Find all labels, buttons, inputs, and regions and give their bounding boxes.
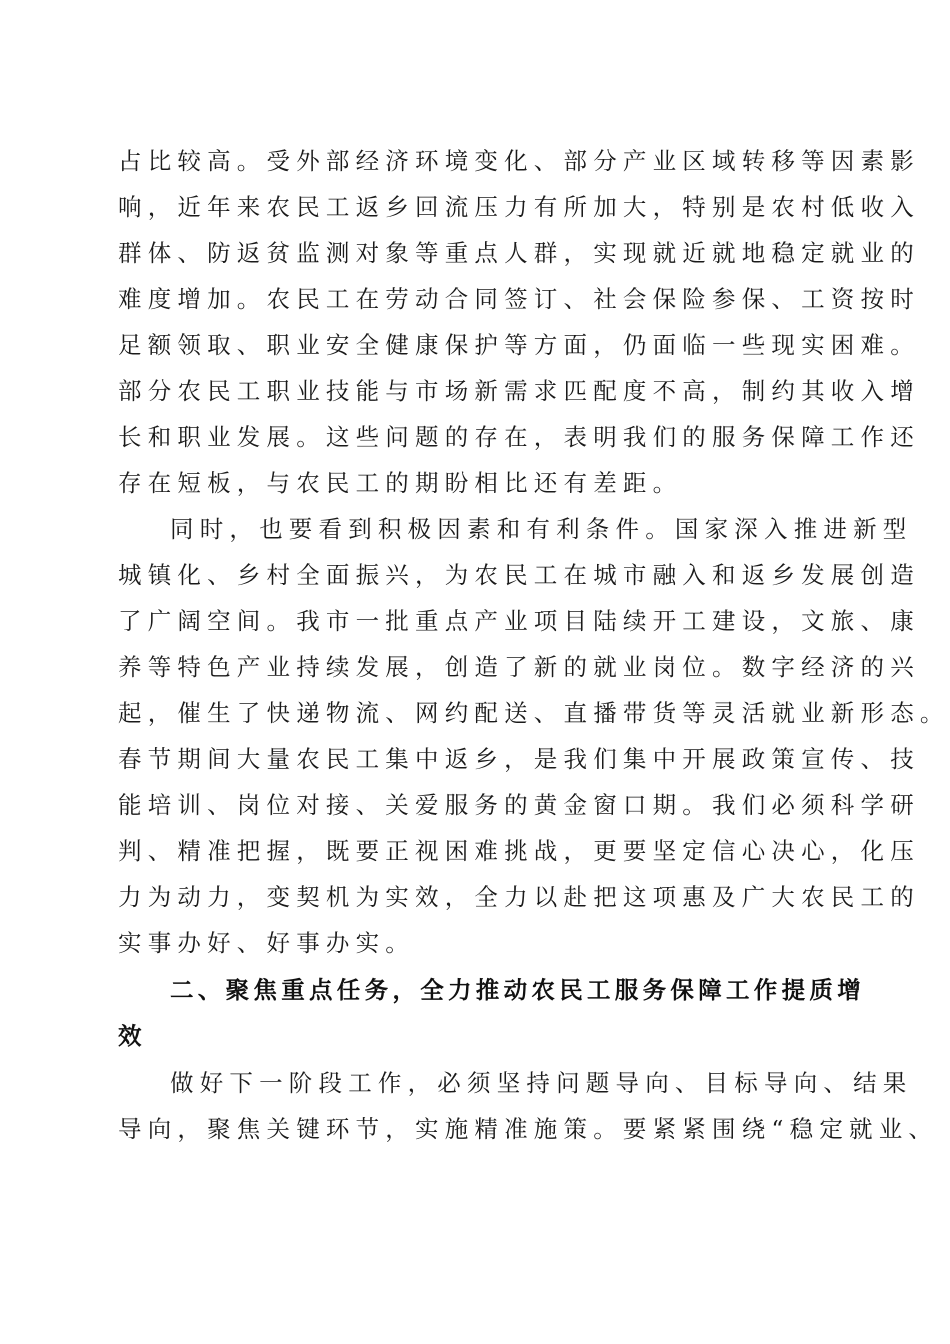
paragraph-2-line-1: 同时，也要看到积极因素和有利条件。国家深入推进新型 [170,515,913,543]
paragraph-1-line-3: 群体、防返贫监测对象等重点人群，实现就近就地稳定就业的 [118,239,920,267]
paragraph-1-line-8: 存在短板，与农民工的期盼相比还有差距。 [118,469,683,497]
paragraph-1-line-4: 难度增加。农民工在劳动合同签订、社会保险参保、工资按时 [118,285,920,313]
paragraph-2-line-8: 判、精准把握，既要正视困难挑战，更要坚定信心决心，化压 [118,837,920,865]
section-heading-line-1: 二、聚焦重点任务，全力推动农民工服务保障工作提质增 [170,976,865,1004]
paragraph-2-line-5: 起，催生了快递物流、网约配送、直播带货等灵活就业新形态。 [118,699,950,727]
paragraph-1-line-7: 长和职业发展。这些问题的存在，表明我们的服务保障工作还 [118,423,920,451]
paragraph-3-line-2: 导向，聚焦关键环节，实施精准施策。要紧紧围绕“稳定就业、 [118,1115,939,1143]
paragraph-2-line-6: 春节期间大量农民工集中返乡，是我们集中开展政策宣传、技 [118,745,920,773]
paragraph-2-line-4: 养等特色产业持续发展，创造了新的就业岗位。数字经济的兴 [118,653,920,681]
paragraph-1-line-5: 足额领取、职业安全健康保护等方面，仍面临一些现实困难。 [118,331,920,359]
section-heading-line-2: 效 [118,1022,146,1050]
paragraph-2-line-2: 城镇化、乡村全面振兴，为农民工在城市融入和返乡发展创造 [118,561,920,589]
paragraph-2-line-9: 力为动力，变契机为实效，全力以赴把这项惠及广大农民工的 [118,883,920,911]
paragraph-1-line-1: 占比较高。受外部经济环境变化、部分产业区域转移等因素影 [118,147,920,175]
paragraph-2-line-3: 了广阔空间。我市一批重点产业项目陆续开工建设，文旅、康 [118,607,920,635]
paragraph-2-line-7: 能培训、岗位对接、关爱服务的黄金窗口期。我们必须科学研 [118,791,920,819]
paragraph-3-line-1: 做好下一阶段工作，必须坚持问题导向、目标导向、结果 [170,1069,913,1097]
paragraph-2-line-10: 实事办好、好事办实。 [118,929,415,957]
paragraph-1-line-6: 部分农民工职业技能与市场新需求匹配度不高，制约其收入增 [118,377,920,405]
paragraph-1-line-2: 响，近年来农民工返乡回流压力有所加大，特别是农村低收入 [118,193,920,221]
